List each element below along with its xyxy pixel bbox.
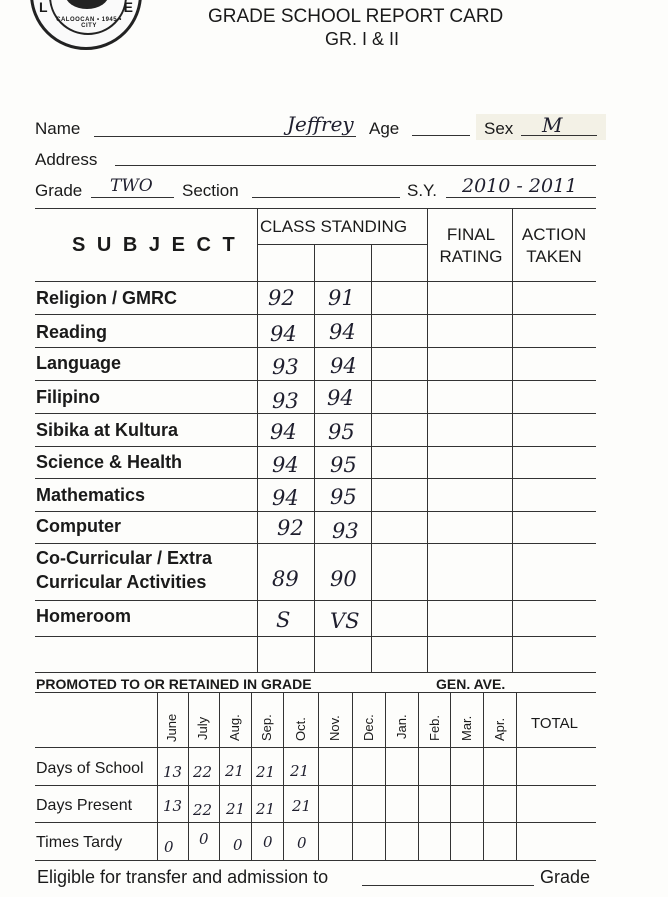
month-label: Feb. [427,714,442,741]
card-subtitle: GR. I & II [325,29,400,49]
grade-q2: 95 [330,453,357,477]
seal-letter-left: L [39,0,48,15]
col-divider-q2 [371,244,372,672]
attendance-value: 0 [297,834,307,852]
subject-name: Sibika at Kultura [36,420,179,440]
attendance-value: 0 [263,833,273,851]
attendance-row-label: Times Tardy [36,834,123,851]
month-label: June [164,713,179,742]
month-col-divider [283,692,284,860]
month-label: Dec. [361,714,376,741]
subject-name: Mathematics [36,485,146,505]
col-divider-final-rating [512,208,513,672]
attendance-bottom-border [35,860,596,861]
attendance-value: 13 [163,763,183,781]
promotion-underline [35,692,596,693]
grade-q1: S [276,608,291,632]
grade-q2: 94 [329,320,356,344]
month-col-divider [352,692,353,860]
grade-q1: 94 [272,453,299,477]
subject-name: Homeroom [36,606,132,626]
subject-header: S U B J E C T [72,234,238,256]
grade-q1: 93 [272,355,299,379]
name-label: Name [35,119,81,138]
attendance-value: 21 [256,763,276,781]
sex-label: Sex [484,119,514,138]
subject-name: Reading [36,322,108,342]
eligible-line [362,885,534,886]
col-divider-q1 [314,244,315,672]
grade-q2: 95 [328,420,355,444]
subject-name: Filipino [36,387,100,407]
section-line [252,197,400,198]
grade-value: TWO [110,176,153,196]
gen-ave-label: GEN. AVE. [436,676,506,692]
month-col-divider [318,692,319,860]
grade-q2: 91 [328,286,355,310]
subject-name-line2: Curricular Activities [36,572,207,592]
grade-q1: 94 [272,486,299,510]
month-col-divider [483,692,484,860]
grade-q2: 95 [330,485,357,509]
month-label: July [195,716,210,740]
sy-value: 2010 - 2011 [462,175,578,197]
attendance-value: 22 [193,801,213,819]
month-label: Nov. [327,715,342,741]
month-label: Oct. [293,717,308,741]
month-col-divider [157,692,158,860]
grade-q1: 93 [272,389,299,413]
sy-label: S.Y. [407,181,437,200]
attendance-value: 0 [199,830,209,848]
table-bottom-border [35,672,596,673]
grade-q2: 94 [327,386,354,410]
grade-q1: 94 [270,420,297,444]
col-divider-class-standing [427,208,428,672]
age-line [412,135,470,136]
subject-name: Science & Health [36,452,183,472]
month-label: Aug. [227,714,242,741]
address-label: Address [35,150,98,169]
school-seal [30,0,142,50]
grade-label: Grade [35,181,83,200]
attendance-value: 21 [225,762,245,780]
attendance-value: 21 [256,800,276,818]
eligible-label: Eligible for transfer and admission to [37,867,329,887]
grade-q1: 94 [270,322,297,346]
grade-line [91,197,174,198]
attendance-value: 21 [226,800,246,818]
name-line [94,136,356,137]
attendance-value: 0 [164,838,174,856]
subject-name: Religion / GMRC [36,288,177,308]
attendance-row-label: Days of School [36,760,144,777]
attendance-value: 0 [233,836,243,854]
month-label: Sep. [259,714,274,741]
grade-q2: VS [330,609,360,633]
footer-grade-label: Grade [540,867,591,887]
month-label: Jan. [394,714,409,739]
month-col-divider [219,692,220,860]
class-standing-divider [257,244,427,245]
grade-q2: 93 [332,519,359,543]
attendance-row-divider [35,785,596,786]
grade-q1: 89 [272,567,299,591]
subject-name: Computer [36,516,121,536]
total-label: TOTAL [531,715,578,732]
subject-name: Language [36,353,122,373]
attendance-value: 21 [290,762,310,780]
card-title: GRADE SCHOOL REPORT CARD [208,6,504,27]
attendance-row-label: Days Present [36,797,133,814]
section-label: Section [182,181,239,200]
grade-q2: 94 [330,354,357,378]
final-rating-header: FINAL RATING [439,225,503,266]
month-col-divider [516,692,517,860]
sex-value: M [542,113,563,137]
month-label: Mar. [459,715,474,741]
month-label: Apr. [492,717,507,741]
month-col-divider [188,692,189,860]
month-col-divider [385,692,386,860]
grade-q1: 92 [268,286,295,310]
attendance-value: 22 [193,763,213,781]
grade-q2: 90 [330,567,357,591]
attendance-value: 13 [163,797,183,815]
age-label: Age [369,119,400,138]
address-line [115,165,596,166]
seal-letter-right: E [123,0,133,15]
attendance-value: 21 [292,797,312,815]
promotion-label: PROMOTED TO OR RETAINED IN GRADE [36,676,312,692]
action-taken-header: ACTION TAKEN [521,225,587,266]
name-value: Jeffrey [287,112,354,136]
subject-name: Co-Curricular / Extra [36,548,213,568]
month-col-divider [418,692,419,860]
grade-q1: 92 [277,516,304,540]
sy-line [446,197,596,198]
month-col-divider [450,692,451,860]
month-col-divider [251,692,252,860]
class-standing-header: CLASS STANDING [260,217,408,236]
attendance-row-divider [35,822,596,823]
seal-ring-text: CALOOCAN • 1945 • CITY [56,17,122,29]
col-divider-subject [257,208,258,672]
attendance-header-bottom [35,747,596,748]
